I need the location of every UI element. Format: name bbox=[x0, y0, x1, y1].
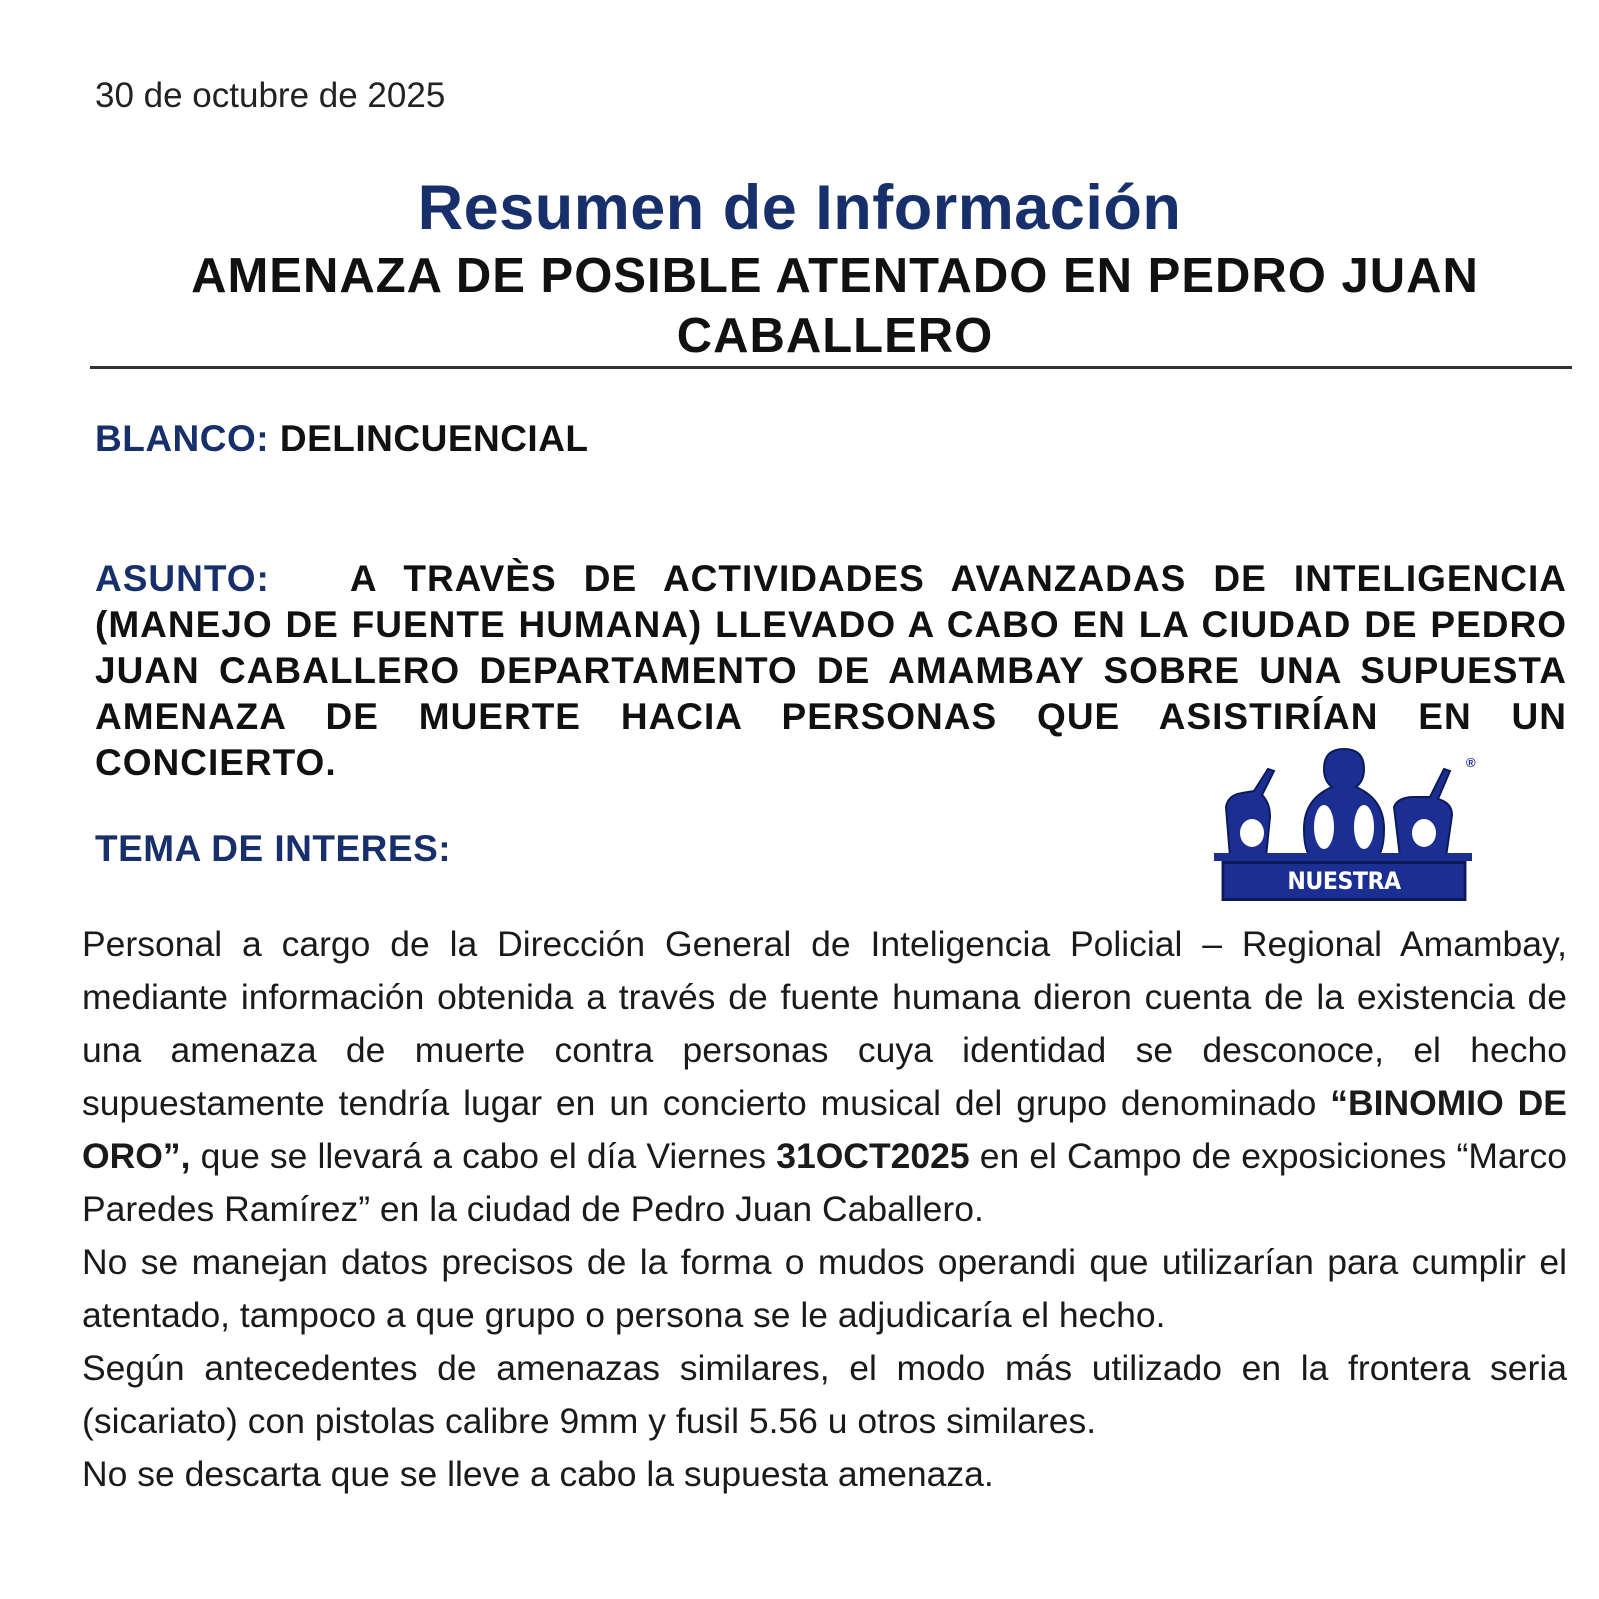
body-paragraph-4: No se descarta que se lleve a cabo la supuesta amenaza. bbox=[82, 1454, 994, 1494]
document-title: Resumen de Información bbox=[417, 173, 1182, 243]
p1-text-a: Personal a cargo de la Dirección General de Inteligencia Policial – Regional Amambay, mediante información obtenida a través de fuente humana dieron cuenta de la existencia de una amenaza de muerte contra personas cuya identidad se desconoce, el hecho supuestamente tendría lugar en un concierto musical del grupo denominado bbox=[82, 924, 1567, 1123]
blanco-value: DELINCUENCIAL bbox=[279, 418, 589, 459]
asunto-label: ASUNTO: bbox=[95, 558, 270, 599]
blanco-section bbox=[95, 418, 589, 460]
logo-text: NUESTRA REALIDAD bbox=[1222, 861, 1467, 901]
body-text bbox=[82, 918, 1567, 1501]
p1-text-c: en el Campo de exposiciones “Marco Paredes Ramírez” en la ciudad de Pedro Juan Caballero. bbox=[82, 1136, 1567, 1229]
body-paragraph-3: Según antecedentes de amenazas similares, el modo más utilizado en la frontera seria (sicariato) con pistolas calibre 9mm y fusil 5.56 u otros similares. bbox=[82, 1348, 1567, 1441]
document-date: 30 de octubre de 2025 bbox=[95, 76, 446, 115]
event-date: 31OCT2025 bbox=[776, 1136, 970, 1176]
group-name: “BINOMIO DE ORO”, bbox=[82, 1083, 1567, 1176]
body-paragraph-1 bbox=[82, 918, 1567, 1236]
tema-label: TEMA DE INTERES: bbox=[95, 828, 452, 869]
body-paragraph-2: No se manejan datos precisos de la forma o mudos operandi que utilizarían para cumplir el atentado, tampoco a que grupo o persona se le adjudicaría el hecho. bbox=[82, 1242, 1567, 1335]
title-divider bbox=[90, 366, 1572, 369]
blanco-label: BLANCO: bbox=[95, 418, 270, 459]
registered-mark: ® bbox=[1466, 755, 1476, 770]
document-subtitle: AMENAZA DE POSIBLE ATENTADO EN PEDRO JUAN CABALLERO bbox=[191, 249, 1479, 363]
nuestra-realidad-logo bbox=[1208, 745, 1480, 929]
p1-text-b: que se llevará a cabo el día Viernes bbox=[190, 1136, 777, 1176]
asunto-value: A TRAVÈS DE ACTIVIDADES AVANZADAS DE INTELIGENCIA (MANEJO DE FUENTE HUMANA) LLEVADO A CABO EN LA CIUDAD DE PEDRO JUAN CABALLERO DEPARTAMENTO DE AMAMBAY SOBRE UNA SUPUESTA AMENAZA DE MUERTE HACIA PERSONAS QUE ASISTIRÍAN EN UN CONCIERTO. bbox=[95, 558, 1567, 783]
